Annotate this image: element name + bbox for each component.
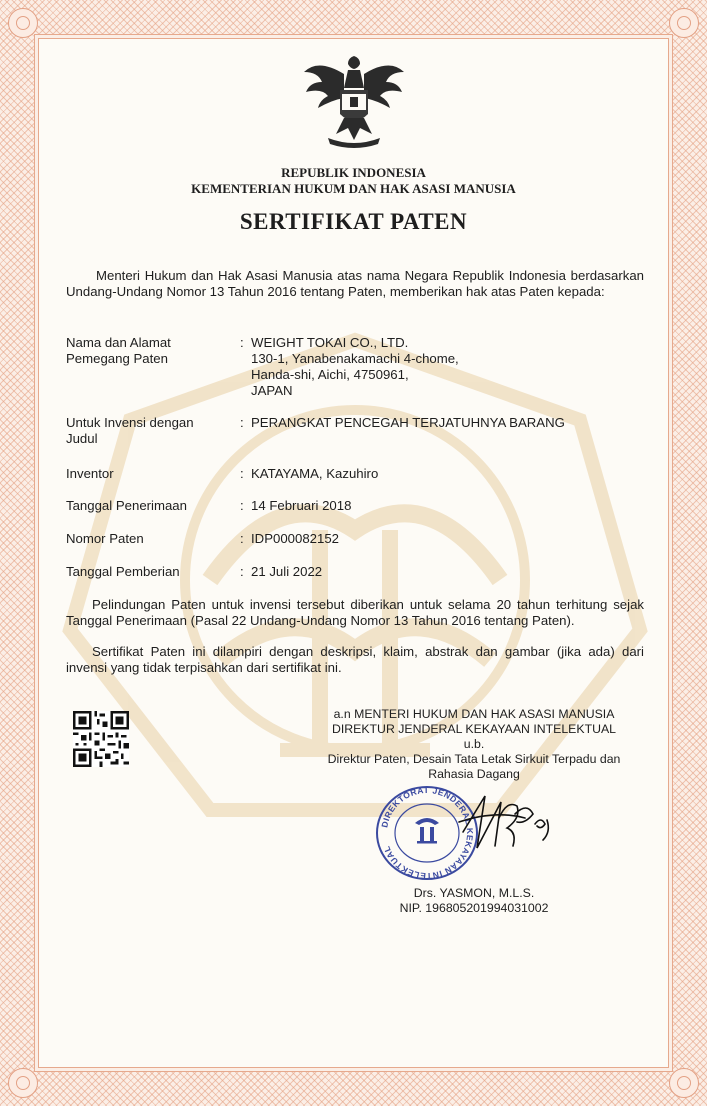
colon: : <box>240 531 244 546</box>
qr-code-icon <box>73 711 129 767</box>
corner-ornament <box>669 8 699 38</box>
invention-label-line2: Judul <box>66 431 98 446</box>
holder-label-line2: Pemegang Paten <box>66 351 168 366</box>
patent-number-value: IDP000082152 <box>251 531 339 546</box>
attachment-paragraph: Sertifikat Paten ini dilampiri dengan deskripsi, klaim, abstrak dan gambar (jika ada) dari invensi yang tidak terpisahkan dari sertifikat ini. <box>66 644 644 675</box>
filing-date-value: 14 Februari 2018 <box>251 498 352 513</box>
filing-date-label: Tanggal Penerimaan <box>66 498 187 513</box>
colon: : <box>240 498 244 513</box>
corner-ornament <box>669 1068 699 1098</box>
invention-title: PERANGKAT PENCEGAH TERJATUHNYA BARANG <box>251 415 565 430</box>
signatory-nip: NIP. 196805201994031002 <box>399 901 549 915</box>
signature-line: Direktur Paten, Desain Tata Letak Sirkuit Terpadu dan <box>327 752 621 766</box>
header-ministry: KEMENTERIAN HUKUM DAN HAK ASASI MANUSIA <box>191 181 516 196</box>
holder-address-line: Handa-shi, Aichi, 4750961, <box>251 367 409 382</box>
holder-name: WEIGHT TOKAI CO., LTD. <box>251 335 409 350</box>
signature-line: DIREKTUR JENDERAL KEKAYAAN INTELEKTUAL <box>331 722 617 736</box>
corner-ornament <box>8 8 38 38</box>
signatory-name: Drs. YASMON, M.L.S. <box>413 886 535 900</box>
patent-number-label: Nomor Paten <box>66 531 144 546</box>
holder-address-line: 130-1, Yanabenakamachi 4-chome, <box>251 351 459 366</box>
colon: : <box>240 415 244 430</box>
garuda-crest-icon <box>298 48 410 158</box>
page-title: SERTIFIKAT PATEN <box>239 209 468 234</box>
corner-ornament <box>8 1068 38 1098</box>
holder-label-line1: Nama dan Alamat <box>66 335 171 350</box>
inventor-label: Inventor <box>66 466 114 481</box>
invention-label-line1: Untuk Invensi dengan <box>66 415 194 430</box>
protection-paragraph: Pelindungan Paten untuk invensi tersebut diberikan untuk selama 20 tahun terhitung sejak Tanggal Penerimaan (Pasal 22 Undang-Undang Nomor 13 Tahun 2016 tentang Paten). <box>66 597 644 628</box>
grant-date-label: Tanggal Pemberian <box>66 564 180 579</box>
colon: : <box>240 466 244 481</box>
holder-country: JAPAN <box>251 383 293 398</box>
svg-text:DIREKTORAT JENDERAL KEKAYAAN I: DIREKTORAT JENDERAL KEKAYAAN INTELEKTUAL <box>379 784 476 882</box>
signature-line: a.n MENTERI HUKUM DAN HAK ASASI MANUSIA <box>333 707 615 721</box>
colon: : <box>240 335 244 350</box>
signature-line: Rahasia Dagang <box>428 767 520 781</box>
header-country: REPUBLIK INDONESIA <box>281 165 426 180</box>
grant-date-value: 21 Juli 2022 <box>251 564 323 579</box>
handwritten-signature <box>455 788 560 858</box>
intro-paragraph: Menteri Hukum dan Hak Asasi Manusia atas nama Negara Republik Indonesia berdasarkan Undang-Undang Nomor 13 Tahun 2016 tentang Paten, memberikan hak atas Paten kepada: <box>66 268 644 299</box>
colon: : <box>240 564 244 579</box>
inventor-value: KATAYAMA, Kazuhiro <box>251 466 379 481</box>
signature-line: u.b. <box>463 737 485 751</box>
